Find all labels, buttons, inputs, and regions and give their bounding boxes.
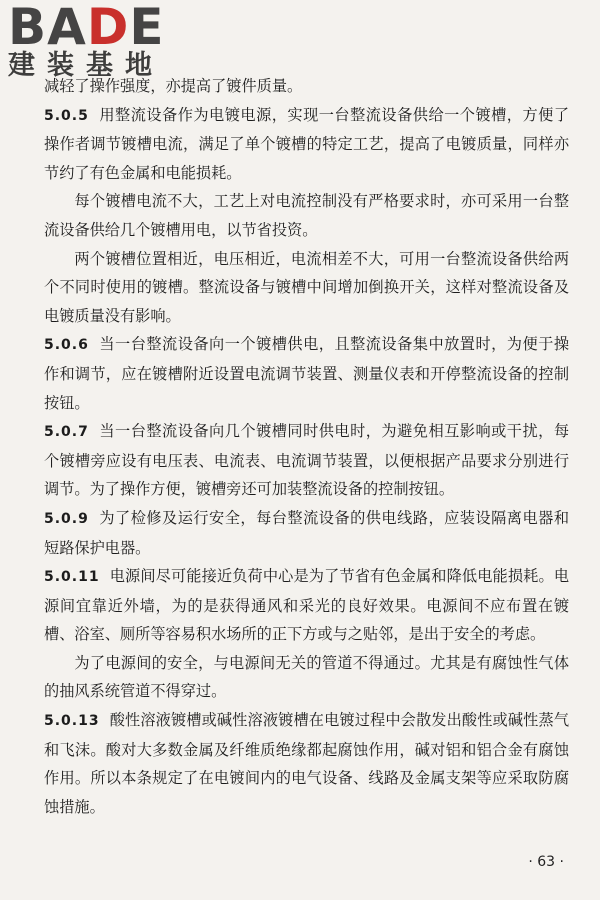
clause-number: 5.0.6 [44,337,89,354]
clause-5-0-5 [44,101,569,188]
opening-paragraph: 减轻了操作强度，亦提高了镀件质量。 [44,77,303,95]
clause-number: 5.0.7 [44,424,89,441]
clause-number: 5.0.13 [44,713,100,730]
clause-text: 为了检修及运行安全，每台整流设备的供电线路，应装设隔离电器和短路保护电器。 [44,508,569,557]
clause-5-0-11 [44,562,569,649]
clause-5-0-7 [44,417,569,504]
paragraph: 两个镀槽位置相近，电压相近，电流相差不大，可用一台整流设备供给两个不同时使用的镀槽。整流设备与镀槽中间增加倒换开关，这样对整流设备及电镀质量没有影响。 [44,249,569,325]
clause-5-0-13 [44,706,569,821]
page-number: · 63 · [528,854,564,870]
watermark-chinese: 建装基地 [8,50,164,81]
clause-text: 酸性溶液镀槽或碱性溶液镀槽在电镀过程中会散发出酸性或碱性蒸气和飞沫。酸对大多数金属及纤维质绝缘都起腐蚀作用，碱对铝和铝合金有腐蚀作用。所以本条规定了在电镀间内的电气设备、线路及金属支架等应采取防腐蚀措施。 [44,711,569,816]
clause-text: 当一台整流设备向几个镀槽同时供电时，为避免相互影响或干扰，每个镀槽旁应设有电压表、电流表、电流调节装置，以便根据产品要求分别进行调节。为了操作方便，镀槽旁还可加装整流设备的控制按钮。 [44,422,569,499]
paragraph: 为了电源间的安全，与电源间无关的管道不得通过。尤其是有腐蚀性气体的抽风系统管道不得穿过。 [44,653,569,701]
watermark-latin: BADE [8,0,165,56]
clause-5-0-6 [44,330,569,417]
clause-text: 当一台整流设备向一个镀槽供电，且整流设备集中放置时，为便于操作和调节，应在镀槽附近设置电流调节装置、测量仪表和开停整流设备的控制按钮。 [44,335,569,412]
watermark-logo [8,2,173,80]
clause-number: 5.0.9 [44,510,89,527]
clause-number: 5.0.11 [44,569,100,586]
clause-text: 电源间尽可能接近负荷中心是为了节省有色金属和降低电能损耗。电源间宜靠近外墙，为的是获得通风和采光的良好效果。电源间不应布置在镀槽、浴室、厕所等容易积水场所的正下方或与之贴邻，是出于安全的考虑。 [44,567,569,644]
clause-5-0-9 [44,504,569,562]
page-body [44,72,569,821]
clause-number: 5.0.5 [44,107,89,124]
clause-text: 用整流设备作为电镀电源，实现一台整流设备供给一个镀槽，方便了操作者调节镀槽电流，满足了单个镀槽的特定工艺，提高了电镀质量，同样亦节约了有色金属和电能损耗。 [44,105,569,182]
paragraph: 每个镀槽电流不大，工艺上对电流控制没有严格要求时，亦可采用一台整流设备供给几个镀槽用电，以节省投资。 [44,192,569,239]
